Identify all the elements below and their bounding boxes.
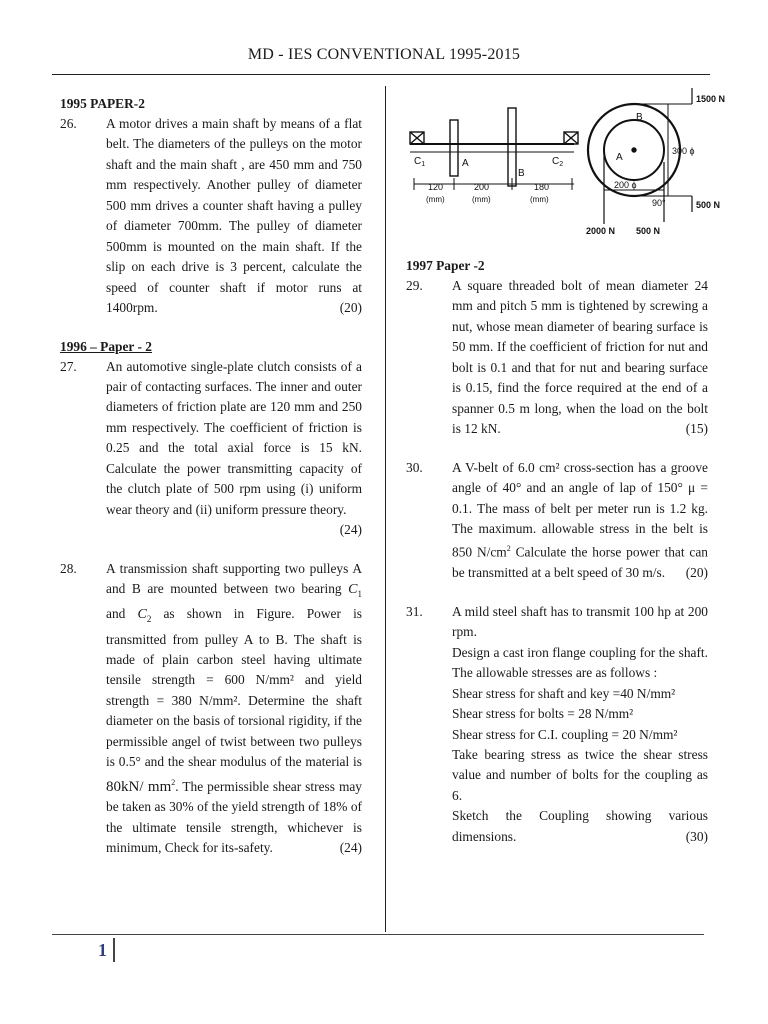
- question-line: Take bearing stress as twice the shear stress value and number of bolts for the coupling as 6.: [452, 746, 708, 803]
- header-rule: [52, 74, 710, 75]
- question-body-continued: Calculate the horse power that can be transmitted at a belt speed of 30 m/s.: [452, 544, 709, 581]
- question-line: Shear stress for C.I. coupling = 20 N/mm²: [452, 726, 678, 742]
- question-line-last: [452, 806, 708, 847]
- question-marks: (30): [685, 828, 708, 844]
- footer-rule: [52, 934, 704, 935]
- question-number: 26.: [60, 116, 77, 131]
- question-number: 27.: [60, 358, 77, 374]
- question-body: A V-belt of 6.0 cm² cross-section has a groove angle of 40° and an angle of lap of 150° μ = 0.1. The mass of belt per meter run is 1.2 kg. The maximum. allowable stress in the belt is 850 N/cm: [452, 459, 708, 560]
- question-body: A motor drives a main shaft by means of a flat belt. The diameters of the pulleys on the motor shaft and the main shaft , are 450 mm and 750 mm respectively. Another pulley of diameter 500 mm drives a counter shaft having a pulley of diameter 700mm. The pulley of diameter 500mm is mounted on the main shaft. If the slip on each drive is 3 percent, calculate the speed of counter shaft if motor runs at 1400rpm.: [106, 116, 362, 316]
- column-divider: [385, 86, 386, 932]
- section-heading-1996: 1996 – Paper - 2: [60, 338, 152, 354]
- page-number: 1: [98, 938, 115, 962]
- question-marks: (15): [685, 421, 708, 437]
- question-29: [406, 276, 708, 440]
- unit-superscript: 2: [506, 544, 511, 554]
- question-body-end: . The permissible shear stress may be taken as 30% of the yield strength of 18% of the ultimate tensile strength, whichever is minimum, Check for its-safety.: [106, 778, 362, 856]
- question-number: 31.: [406, 603, 423, 619]
- question-text: [452, 276, 708, 440]
- dim-200: 200: [474, 182, 490, 192]
- question-line: A mild steel shaft has to transmit 100 hp at 200 rpm.: [452, 603, 708, 640]
- question-text: [452, 458, 708, 584]
- label-c1: $C_1$: [414, 156, 426, 168]
- left-column: [60, 94, 362, 859]
- circle-label-b: B: [636, 112, 643, 123]
- label-c2: $C_2$: [552, 156, 564, 168]
- question-text: [452, 602, 708, 847]
- circle-label-a: A: [616, 152, 623, 163]
- question-body: An automotive single-plate clutch consists of a pair of contacting surfaces. The inner and outer diameters of friction plate are 120 mm and 250 mm respectively. The coefficient of friction is 0.25 and the total axial force is 15 kN. Calculate the power transmitting capacity of the clutch plate of 500 rpm using (i) uniform wear theory and (ii) uniform pressure theory.: [106, 358, 362, 517]
- question-text: [106, 559, 362, 859]
- force-1500: 1500 N: [696, 94, 726, 104]
- question-body: A square threaded bolt of mean diameter 24 mm and pitch 5 mm is tightened by screwing a nut, whose mean diameter of bearing surface is 50 mm. If the coefficient of friction for nut and bolt is 0.1 and that for nut and bearing surface is 0.15, find the force required at the end of a spanner 0.5 m long, when the load on the bolt is 12 kN.: [452, 278, 708, 437]
- question-body-continued: as shown in Figure. Power is transmitted from pulley A to B. The shaft is made of plain carbon steel having ultimate tensile strength = 600 N/mm² and yield strength = 380 N/mm². Determine the shaft diameter on the basis of torsional rigidity, if the permissible angel of twist between two pulleys is 0.5° and the shear modulus of the material is: [106, 606, 362, 770]
- question-number: 30.: [406, 459, 423, 475]
- question-marks: (20): [339, 300, 362, 316]
- question-body: A transmission shaft supporting two pulleys A and B are mounted between two bearing: [106, 560, 362, 597]
- force-500-bottom: 500 N: [636, 226, 661, 236]
- question-number: 29.: [406, 278, 423, 293]
- section-heading-1995: 1995 PAPER-2: [60, 96, 145, 111]
- shaft-pulley-figure: [406, 84, 726, 236]
- question-27: [60, 357, 362, 541]
- label-a: A: [462, 158, 469, 169]
- question-text: [106, 114, 362, 319]
- dim-mm-2: (mm): [472, 195, 491, 204]
- section-heading-1997: 1997 Paper -2: [406, 258, 485, 273]
- shear-modulus-value: 80kN/ $mm^2$: [106, 777, 176, 795]
- question-line-text: Sketch the Coupling showing various dimensions.: [452, 808, 708, 844]
- dim-mm-1: (mm): [426, 195, 445, 204]
- right-column: [406, 256, 708, 847]
- bearing-c2-symbol: $C_2$: [137, 607, 152, 625]
- pulley-a: [450, 120, 458, 176]
- bearing-c1-symbol: $C_1$: [348, 582, 362, 599]
- question-28: [60, 559, 362, 859]
- dim-180: 180: [534, 182, 550, 192]
- and-word: and: [106, 606, 126, 622]
- question-marks: (24): [339, 522, 362, 538]
- question-number: 28.: [60, 560, 77, 576]
- dim-300: 300 ϕ: [672, 146, 695, 156]
- pulley-b: [508, 108, 516, 186]
- dim-200-dia: 200 ϕ: [614, 180, 637, 190]
- question-marks: (24): [339, 840, 362, 856]
- question-line: Shear stress for shaft and key =40 N/mm²: [452, 685, 676, 701]
- question-line: Design a cast iron flange coupling for the shaft. The allowable stresses are as follows :: [452, 644, 708, 681]
- question-26: [60, 114, 362, 319]
- question-31: [406, 602, 708, 847]
- angle-90: 90°: [652, 198, 666, 208]
- page-header: MD - IES CONVENTIONAL 1995-2015: [247, 46, 521, 63]
- label-b: B: [518, 168, 525, 179]
- dim-mm-3: (mm): [530, 195, 549, 204]
- question-text: [106, 357, 362, 541]
- question-30: [406, 458, 708, 584]
- question-marks: (20): [685, 565, 708, 581]
- force-2000: 2000 N: [586, 226, 616, 236]
- question-line: Shear stress for bolts = 28 N/mm²: [452, 706, 634, 722]
- dim-120: 120: [428, 182, 444, 192]
- force-500-side: 500 N: [696, 200, 721, 210]
